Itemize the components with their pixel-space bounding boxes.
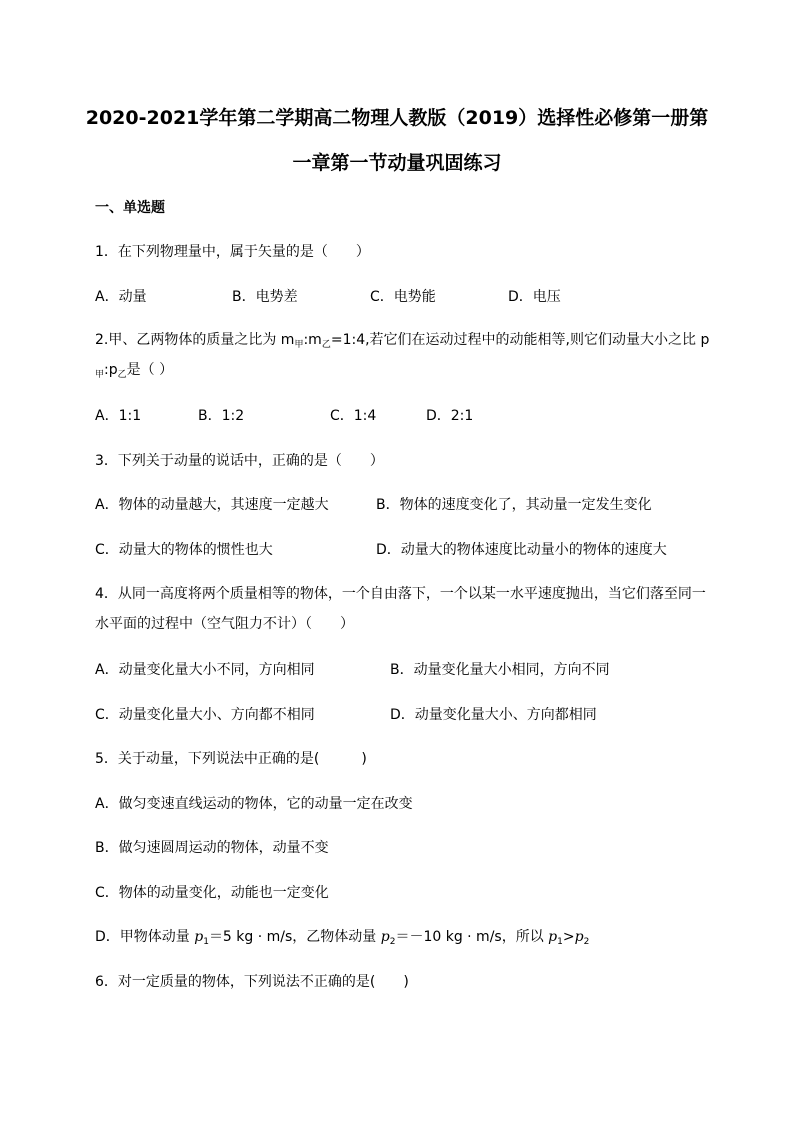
question-4-stem: 4．从同一高度将两个质量相等的物体，一个自由落下，一个以某一水平速度抛出，当它们落至同一 <box>95 586 706 602</box>
q5-option-c: C．物体的动量变化，动能也一定变化 <box>95 885 329 901</box>
q1-option-c: C．电势能 <box>370 289 436 305</box>
title-line-1: 2020-2021学年第二学期高二物理人教版（2019）选择性必修第一册第 <box>85 107 709 129</box>
page-title <box>70 96 724 186</box>
question-6-stem: 6．对一定质量的物体，下列说法不正确的是( ) <box>95 974 409 990</box>
q4-option-d: D．动量变化量大小、方向都相同 <box>390 707 597 723</box>
q2-option-d: D．2:1 <box>426 408 474 424</box>
q1-option-b: B．电势差 <box>232 289 298 305</box>
q3-option-d: D．动量大的物体速度比动量小的物体的速度大 <box>376 542 667 558</box>
q3-option-b: B．物体的速度变化了，其动量一定发生变化 <box>376 497 652 513</box>
question-1-stem: 1．在下列物理量中，属于矢量的是（ ） <box>95 244 370 260</box>
q4-option-c: C．动量变化量大小、方向都不相同 <box>95 707 315 723</box>
q1-option-a: A．动量 <box>95 289 147 305</box>
question-2-stem-cont: $_甲:p_乙$是（ ） <box>95 362 174 380</box>
q3-option-a: A．物体的动量越大，其速度一定越大 <box>95 497 329 513</box>
q4-option-a: A．动量变化量大小不同，方向相同 <box>95 662 315 678</box>
question-2-stem: 2.甲、乙两物体的质量之比为 $m_甲:m_乙=1:4$,若它们在运动过程中的动能相等,则它们动量大小之比 p <box>95 332 710 350</box>
question-4-stem-cont: 水平面的过程中（空气阻力不计）（ ） <box>95 616 354 632</box>
q5-option-a: A．做匀变速直线运动的物体，它的动量一定在改变 <box>95 796 413 812</box>
q2-option-c: C．1:4 <box>330 408 377 424</box>
question-3-stem: 3．下列关于动量的说话中，正确的是（ ） <box>95 453 384 469</box>
title-line-2: 一章第一节动量巩固练习 <box>292 152 502 174</box>
q5-option-d: D．甲物体动量 $p_1=5$ kg · m/s，乙物体动量 $p_2=-10$ kg · m/s，所以 $p_1>p_2$ <box>95 929 590 947</box>
q4-option-b: B．动量变化量大小相同，方向不同 <box>390 662 610 678</box>
section-heading: 一、单选题 <box>95 200 165 216</box>
question-5-stem: 5．关于动量，下列说法中正确的是( ) <box>95 751 367 767</box>
q3-option-c: C．动量大的物体的惯性也大 <box>95 542 273 558</box>
q2-option-a: A．1:1 <box>95 408 142 424</box>
q5-option-b: B．做匀速圆周运动的物体，动量不变 <box>95 840 329 856</box>
q2-option-b: B．1:2 <box>198 408 245 424</box>
q1-option-d: D．电压 <box>508 289 561 305</box>
